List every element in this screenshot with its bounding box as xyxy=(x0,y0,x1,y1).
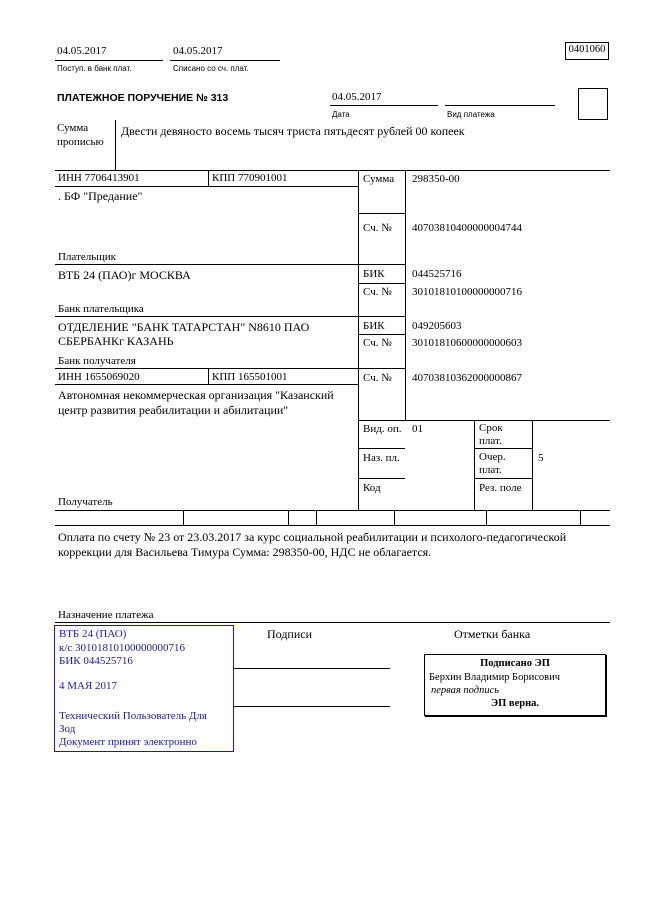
payer-inn: ИНН 7706413901 xyxy=(58,172,140,184)
payer-account: 40703810400000004744 xyxy=(412,222,522,234)
payee-bank-bik: 049205603 xyxy=(412,320,462,332)
bank-stamp-accepted: Документ принят электронно xyxy=(59,736,197,748)
grid-line xyxy=(288,510,289,525)
amount-words-divider xyxy=(115,120,116,170)
payment-type-box xyxy=(578,88,608,120)
grid-line xyxy=(405,170,406,420)
grid-line xyxy=(358,334,405,335)
bank-stamp-line-3: БИК 044525716 xyxy=(59,655,133,667)
payee-bank-label: Банк получателя xyxy=(58,355,136,367)
order-date-underline xyxy=(330,105,438,106)
grid-line xyxy=(358,448,405,449)
grid-line xyxy=(358,283,405,284)
signature-line-1 xyxy=(234,668,390,669)
payee-bank-name-2: СБЕРБАНКг КАЗАНЬ xyxy=(58,334,174,348)
grid-line xyxy=(55,368,405,369)
bank-stamp-line-2: к/с 30101810100000000716 xyxy=(59,642,186,654)
payee-name-1: Автономная некоммерческая организация "Казанский xyxy=(58,388,334,402)
payee-account: 40703810362000000867 xyxy=(412,372,522,384)
purpose-line-1: Оплата по счету № 23 от 23.03.2017 за курс социальной реабилитации и психолого-педагогической xyxy=(58,530,567,544)
signature-line-2 xyxy=(234,706,390,707)
code-label: Код xyxy=(363,482,381,494)
order-date-label: Дата xyxy=(332,110,350,119)
bank-stamp-line-1: ВТБ 24 (ПАО) xyxy=(59,628,127,640)
payer-account-label: Сч. № xyxy=(363,222,392,234)
grid-line xyxy=(358,213,405,214)
grid-line xyxy=(208,368,209,384)
grid-line xyxy=(55,316,405,317)
grid-line xyxy=(55,622,610,623)
payer-label: Плательщик xyxy=(58,251,116,263)
e-signature-box xyxy=(424,654,606,716)
grid-line xyxy=(208,170,209,186)
priority-label-2: плат. xyxy=(479,464,502,476)
debited-date: 04.05.2017 xyxy=(173,45,223,57)
payment-type-underline xyxy=(445,105,555,106)
payer-bank-name: ВТБ 24 (ПАО)г МОСКВА xyxy=(58,268,191,282)
payee-kpp: КПП 165501001 xyxy=(212,371,288,383)
payee-name-2: центр развития реабилитации и абилитации" xyxy=(58,403,289,417)
payer-bank-label: Банк плательщика xyxy=(58,303,144,315)
payee-bank-bik-label: БИК xyxy=(363,320,385,332)
form-code: 0401060 xyxy=(568,44,606,55)
grid-line xyxy=(55,186,358,187)
grid-line xyxy=(474,478,532,479)
bank-stamp-user-1: Технический Пользователь Для xyxy=(59,710,207,722)
op-type-value: 01 xyxy=(412,423,423,435)
grid-line xyxy=(358,170,359,510)
order-date: 04.05.2017 xyxy=(332,91,382,103)
payee-bank-account: 30101810600000000603 xyxy=(412,337,522,349)
page-title: ПЛАТЕЖНОЕ ПОРУЧЕНИЕ № 313 xyxy=(57,92,229,104)
purpose-code-label: Наз. пл. xyxy=(363,452,400,464)
payer-kpp: КПП 770901001 xyxy=(212,172,288,184)
term-label-1: Срок xyxy=(479,422,503,434)
term-label-2: плат. xyxy=(479,435,502,447)
bank-stamp-date: 4 МАЯ 2017 xyxy=(59,680,118,692)
grid-line xyxy=(55,170,610,171)
bank-marks-label: Отметки банка xyxy=(454,627,531,641)
amount-words-label-2: прописью xyxy=(57,136,104,148)
grid-line xyxy=(580,510,581,525)
signatures-label: Подписи xyxy=(267,627,313,641)
grid-line xyxy=(183,510,184,525)
amount-label: Сумма xyxy=(363,173,395,185)
payee-bank-account-label: Сч. № xyxy=(363,337,392,349)
amount-value: 298350-00 xyxy=(412,173,460,185)
bank-stamp xyxy=(54,625,234,752)
grid-line xyxy=(316,510,317,525)
grid-line xyxy=(474,448,532,449)
payer-bank-bik: 044525716 xyxy=(412,268,462,280)
purpose-label: Назначение платежа xyxy=(58,609,154,621)
received-date-underline xyxy=(55,60,163,61)
payer-bank-account: 30101810100000000716 xyxy=(412,286,522,298)
payer-bank-account-label: Сч. № xyxy=(363,286,392,298)
grid-line xyxy=(55,510,610,511)
e-signature-role: первая подпись xyxy=(431,685,500,696)
grid-line xyxy=(55,384,358,385)
form-code-box xyxy=(565,42,609,60)
e-signature-signer: Берхин Владимир Борисович xyxy=(429,672,560,683)
grid-line xyxy=(55,525,610,526)
grid-line xyxy=(55,264,405,265)
grid-line xyxy=(394,510,395,525)
received-date: 04.05.2017 xyxy=(57,45,107,57)
received-date-label: Поступ. в банк плат. xyxy=(57,64,132,73)
grid-line xyxy=(358,478,405,479)
amount-words-text: Двести девяносто восемь тысяч триста пятьдесят рублей 00 копеек xyxy=(121,124,465,138)
amount-words-label-1: Сумма xyxy=(57,122,89,134)
op-type-label: Вид. оп. xyxy=(363,423,402,435)
payee-bank-name-1: ОТДЕЛЕНИЕ "БАНК ТАТАРСТАН" N8610 ПАО xyxy=(58,320,310,334)
grid-line xyxy=(474,420,475,510)
e-signature-title: Подписано ЭП xyxy=(480,658,550,669)
debited-date-label: Списано со сч. плат. xyxy=(173,64,249,73)
purpose-line-2: коррекции для Васильева Тимура Сумма: 298350-00, НДС не облагается. xyxy=(58,545,432,559)
payee-account-label: Сч. № xyxy=(363,372,392,384)
bank-stamp-user-2: Зод xyxy=(59,723,76,735)
payment-type-label: Вид платежа xyxy=(447,110,495,119)
payee-inn: ИНН 1655069020 xyxy=(58,371,140,383)
grid-line xyxy=(486,510,487,525)
grid-line xyxy=(532,420,533,510)
priority-value: 5 xyxy=(538,452,544,464)
payer-bank-bik-label: БИК xyxy=(363,268,385,280)
debited-date-underline xyxy=(170,60,280,61)
payer-name: . БФ "Предание" xyxy=(58,189,143,203)
e-signature-status: ЭП верна. xyxy=(490,698,539,709)
reserve-label: Рез. поле xyxy=(479,482,522,494)
payee-label: Получатель xyxy=(58,496,113,508)
priority-label-1: Очер. xyxy=(479,451,506,463)
grid-line xyxy=(358,420,610,421)
